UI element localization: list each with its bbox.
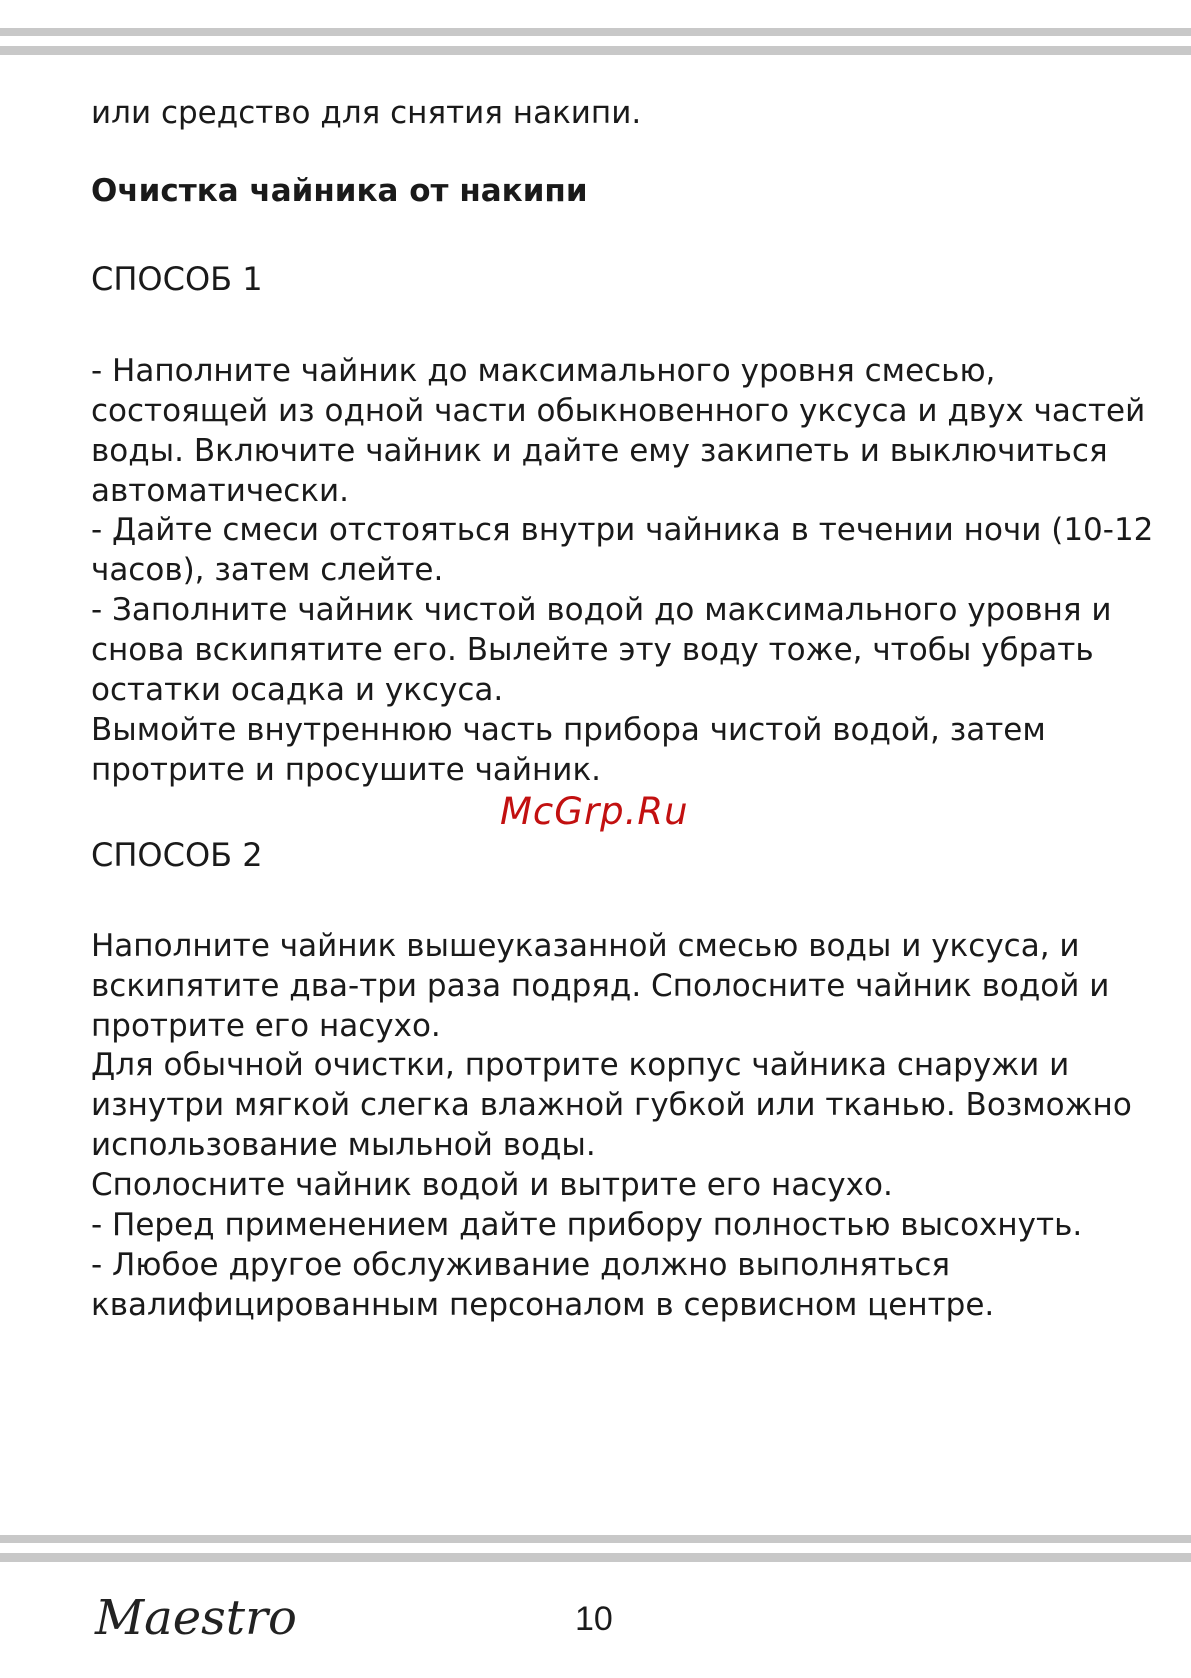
method-1-heading: СПОСОБ 1 [91, 260, 263, 298]
method-1-line: Вымойте внутреннюю часть прибора чистой водой, затем [91, 712, 1046, 748]
method-2-line: квалифицированным персоналом в сервисном центре. [91, 1287, 995, 1323]
method-1-line: воды. Включите чайник и дайте ему закипеть и выключиться [91, 433, 1108, 469]
method-1-line: - Заполните чайник чистой водой до максимального уровня и [91, 592, 1112, 628]
method-2-line: использование мыльной воды. [91, 1127, 596, 1163]
top-rule-2 [0, 46, 1191, 55]
page-number: 10 [575, 1600, 613, 1638]
top-rule-1 [0, 28, 1191, 36]
method-2-line: Для обычной очистки, протрите корпус чайника снаружи и [91, 1047, 1070, 1083]
method-1-line: состоящей из одной части обыкновенного уксуса и двух частей [91, 393, 1146, 429]
method-2-line: вскипятите два-три раза подряд. Сполосните чайник водой и [91, 968, 1110, 1004]
method-2-line: Наполните чайник вышеуказанной смесью воды и уксуса, и [91, 928, 1080, 964]
method-2-line: изнутри мягкой слегка влажной губкой или тканью. Возможно [91, 1087, 1132, 1123]
method-1-line: часов), затем слейте. [91, 552, 444, 588]
section-title: Очистка чайника от накипи [91, 173, 588, 209]
method-1-line: остатки осадка и уксуса. [91, 672, 504, 708]
bottom-rule-1 [0, 1535, 1191, 1543]
method-2-line: Сполосните чайник водой и вытрите его насухо. [91, 1167, 893, 1203]
method-1-line: протрите и просушите чайник. [91, 752, 602, 788]
bottom-rule-2 [0, 1553, 1191, 1562]
method-1-line: - Наполните чайник до максимального уровня смесью, [91, 353, 996, 389]
method-1-line: - Дайте смеси отстояться внутри чайника в течении ночи (10-12 [91, 512, 1154, 548]
brand-logo: Maestro [95, 1590, 297, 1646]
watermark: McGrp.Ru [500, 790, 689, 833]
method-2-line: - Любое другое обслуживание должно выполняться [91, 1247, 951, 1283]
method-2-line: протрите его насухо. [91, 1008, 441, 1044]
method-1-line: снова вскипятите его. Вылейте эту воду тоже, чтобы убрать [91, 632, 1094, 668]
method-2-heading: СПОСОБ 2 [91, 836, 263, 874]
intro-text: или средство для снятия накипи. [91, 95, 642, 131]
method-1-line: автоматически. [91, 473, 350, 509]
method-2-line: - Перед применением дайте прибору полностью высохнуть. [91, 1207, 1083, 1243]
